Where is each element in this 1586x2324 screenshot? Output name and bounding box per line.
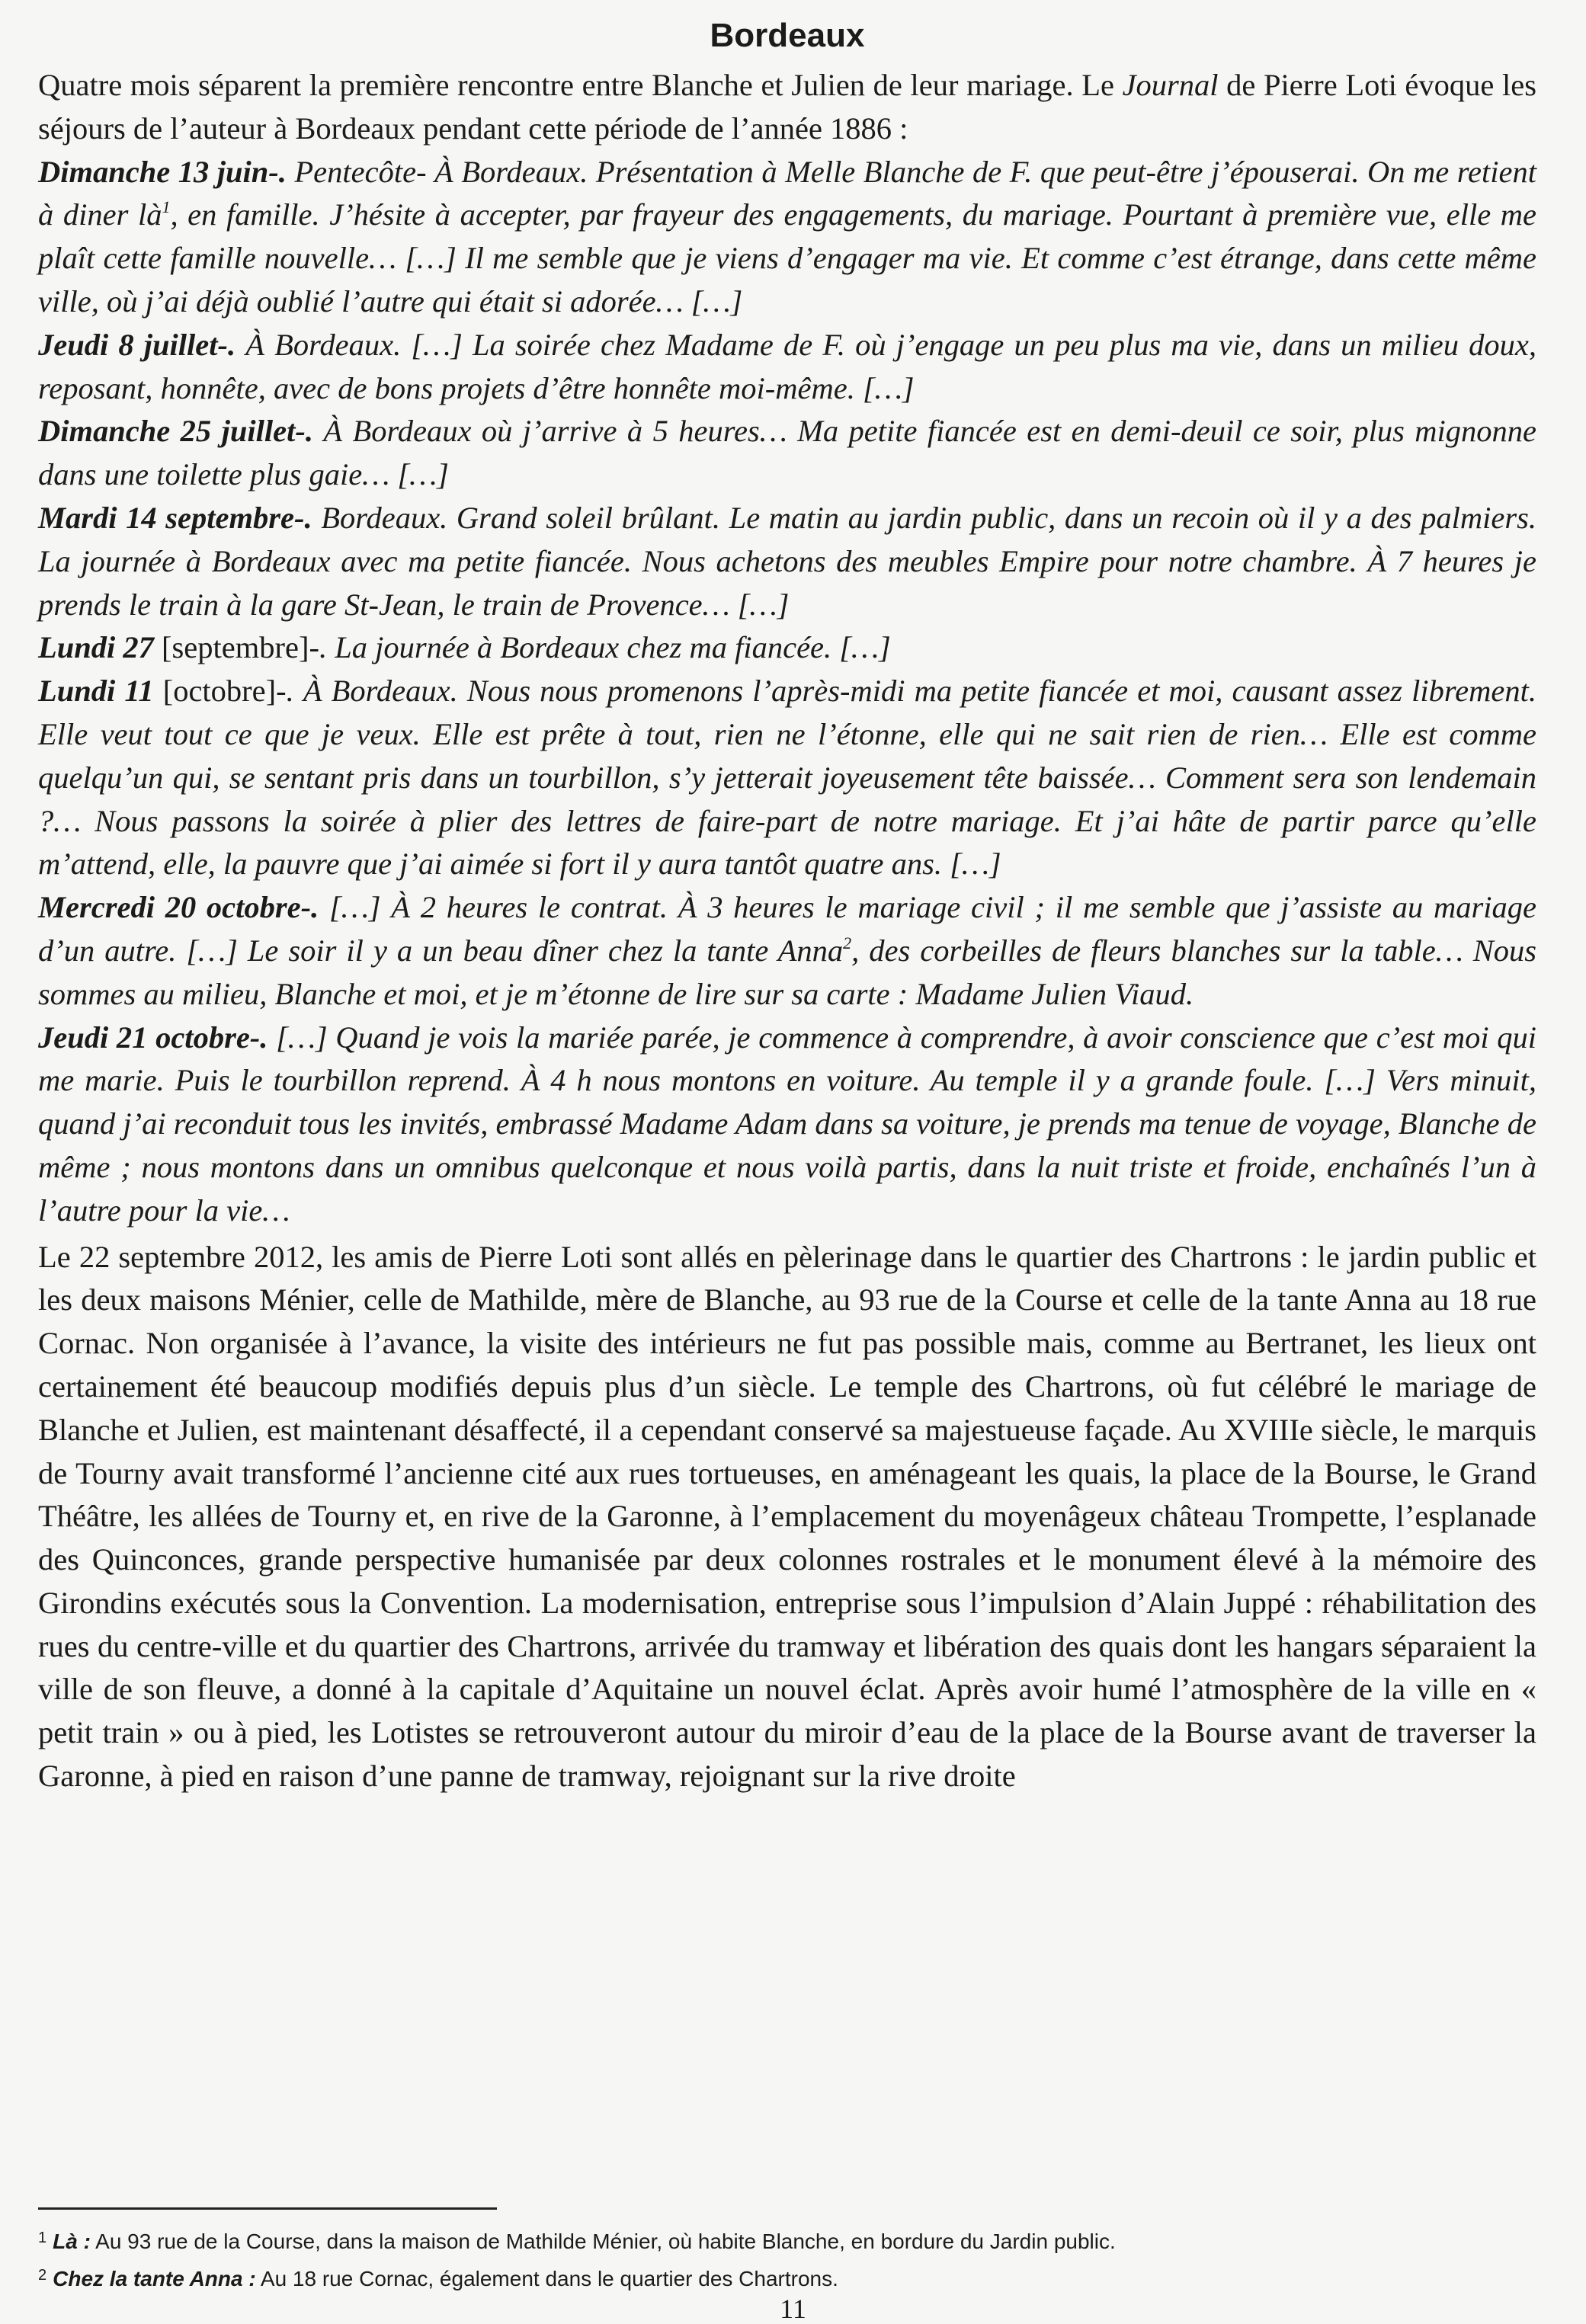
entry-text: -. À Bordeaux. Nous nous promenons l’après-midi ma petite fiancée et moi, causant assez librement. Elle veut tout ce que je veux. Elle est prête à tout, rien ne l’étonne, elle qui ne sait rien de rien… Elle est comme quelqu’un qui, se sentant pris dans un tourbillon, s’y jetterait joyeusement tête baissée… Comment sera son lendemain ?… Nous passons la soirée à plier des lettres de faire-part de notre mariage. Et j’ai hâte de partir parce qu’elle m’attend, elle, la pauvre que j’ai aimée si fort il y aura tantôt quatre ans. […] [38,674,1536,882]
entry-bracket: [septembre] [153,630,309,665]
footnote-number: 2 [38,2267,47,2284]
entry-text: À Bordeaux. […] La soirée chez Madame de F. où j’engage un peu plus ma vie, dans un milieu doux, reposant, honnête, avec de bons projets d’être honnête moi-même. […] [38,327,1536,405]
document-page [38,14,1536,1798]
journal-entry [38,151,1536,324]
footnote-text: Au 18 rue Cornac, également dans le quartier des Chartrons. [255,2267,838,2290]
entry-text: Pentecôte- À Bordeaux. Présentation à Melle Blanche de F. que peut-être j’épouserai. On me retient à diner là [38,154,1536,232]
entry-text: […] À 2 heures le contrat. À 3 heures le mariage civil ; il me semble que j’assiste au mariage d’un autre. […] Le soir il y a un beau dîner chez la tante Anna [38,890,1536,968]
journal-entry [38,670,1536,886]
journal-excerpt [38,151,1536,1233]
footnote-ref: 1 [162,197,171,217]
entry-bracket: [octobre] [153,674,277,709]
intro-paragraph [38,64,1536,151]
entry-date: Mercredi 20 octobre-. [38,890,319,925]
entry-date: Jeudi 21 octobre-. [38,1020,268,1055]
footnote-label: Chez la tante Anna : [53,2267,256,2290]
footnote [38,2258,1536,2296]
entry-date: Dimanche 25 juillet-. [38,414,313,449]
entry-date: Lundi 27 [38,630,154,665]
entry-text: , des corbeilles de fleurs blanches sur la table… Nous sommes au milieu, Blanche et moi, et je m’étonne de lire sur sa carte : Madame Julien Viaud. [38,933,1536,1011]
footnote-label: Là : [53,2230,91,2253]
entry-date: Dimanche 13 juin-. [38,154,287,189]
entry-text: , en famille. J’hésite à accepter, par frayeur des engagements, du mariage. Pourtant à première vue, elle me plaît cette famille nouvelle… […] Il me semble que je viens d’engager ma vie. Et comme c’est étrange, dans cette même ville, où j’ai déjà oublié l’autre qui était si adorée… […] [38,197,1536,319]
footnote-text: Au 93 rue de la Course, dans la maison de Mathilde Ménier, où habite Blanche, en bordure du Jardin public. [90,2230,1116,2253]
page-title: Bordeaux [710,17,865,54]
footnote-number: 1 [38,2230,47,2246]
entry-text: -. La journée à Bordeaux chez ma fiancée. […] [309,630,891,665]
entry-text: Bordeaux. Grand soleil brûlant. Le matin au jardin public, dans un recoin où il y a des palmiers. La journée à Bordeaux avec ma petite fiancée. Nous achetons des meubles Empire pour notre chambre. À 7 heures je prends le train à la gare St-Jean, le train de Provence… […] [38,500,1536,622]
footnote [38,2221,1536,2258]
entry-date: Lundi 11 [38,674,154,709]
body-paragraph: Le 22 septembre 2012, les amis de Pierre Loti sont allés en pèlerinage dans le quartier des Chartrons : le jardin public et les deux maisons Ménier, celle de Mathilde, mère de Blanche, au 93 rue de la Course et celle de la tante Anna au 18 rue Cornac. Non organisée à l’avance, la visite des intérieurs ne fut pas possible mais, comme au Bertranet, les lieux ont certainement été beaucoup modifiés depuis plus d’un siècle. Le temple des Chartrons, où fut célébré le mariage de Blanche et Julien, est maintenant désaffecté, il a cependant conservé sa majestueuse façade. Au XVIIIe siècle, le marquis de Tourny avait transformé l’ancienne cité aux rues tortueuses, en aménageant les quais, la place de la Bourse, le Grand Théâtre, les allées de Tourny et, en rive de la Garonne, à l’emplacement du moyenâgeux château Trompette, l’esplanade des Quinconces, grande perspective humanisée par deux colonnes rostrales et le monument élevé à la mémoire des Girondins exécutés sous la Convention. La modernisation, entreprise sous l’impulsion d’Alain Juppé : réhabilitation des rues du centre-ville et du quartier des Chartrons, arrivée du tramway et libération des quais dont les hangars séparaient la ville de son fleuve, a donné à la capitale d’Aquitaine un nouvel éclat. Après avoir humé l’atmosphère de la ville en « petit train » ou à pied, les Lotistes se retrouveront autour du miroir d’eau de la place de la Bourse avant de traverser la Garonne, à pied en raison d’une panne de tramway, rejoignant sur la rive droite [38,1239,1536,1794]
intro-text-after: de Pierre Loti évoque les séjours de l’auteur à Bordeaux pendant cette période de l’année 1886 : [38,68,1536,146]
journal-entry [38,324,1536,411]
footnote-ref: 2 [843,933,852,952]
footnote-separator [38,2207,497,2210]
entry-date: Mardi 14 septembre-. [38,500,312,535]
journal-title: Journal [1122,68,1219,102]
journal-entry [38,410,1536,497]
entry-text: À Bordeaux où j’arrive à 5 heures… Ma petite fiancée est en demi-deuil ce soir, plus mignonne dans une toilette plus gaie… […] [38,414,1536,492]
intro-text-before: Quatre mois séparent la première rencontre entre Blanche et Julien de leur mariage. Le [38,68,1123,102]
page-number: 11 [780,2294,806,2324]
entry-date: Jeudi 8 juillet-. [38,327,236,362]
journal-entry [38,626,1536,670]
journal-entry [38,1016,1536,1233]
journal-entry [38,497,1536,626]
entry-text: […] Quand je vois la mariée parée, je commence à comprendre, à avoir conscience que c’est moi qui me marie. Puis le tourbillon reprend. À 4 h nous montons en voiture. Au temple il y a grande foule. […] Vers minuit, quand j’ai reconduit tous les invités, embrassé Madame Adam dans sa voiture, je prends ma tenue de voyage, Blanche de même ; nous montons dans un omnibus quelconque et nous voilà partis, dans la nuit triste et froide, enchaînés l’un à l’autre pour la vie… [38,1020,1536,1228]
journal-entry [38,886,1536,1016]
footnotes [38,2221,1536,2296]
